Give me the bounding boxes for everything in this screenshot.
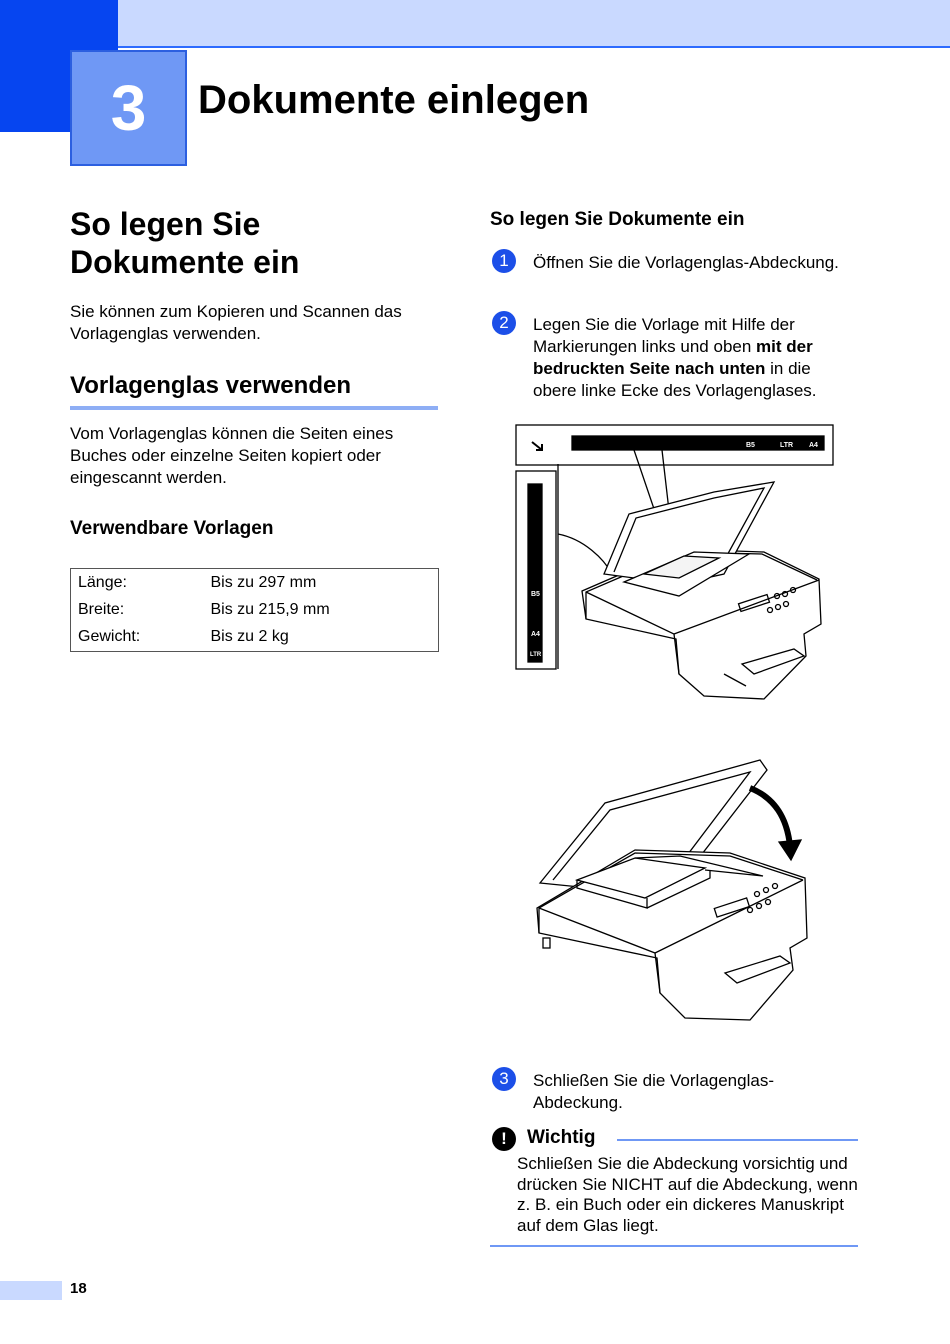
scale-label-a4-top: A4: [809, 442, 818, 449]
warning-icon: !: [492, 1127, 516, 1151]
steps-heading: So legen Sie Dokumente ein: [490, 209, 745, 230]
header-band-light: [118, 0, 950, 48]
important-title: Wichtig: [527, 1127, 596, 1148]
intro-text: Sie können zum Kopieren und Scannen das Vorlagenglas verwenden.: [70, 302, 402, 343]
scale-label-b5-left: B5: [531, 591, 540, 598]
chapter-title: Dokumente einlegen: [198, 78, 590, 122]
scale-label-ltr-top: LTR: [780, 442, 794, 449]
spec-value: Bis zu 297 mm: [210, 573, 317, 591]
step-text-2: [533, 314, 851, 402]
section-heading: Vorlagenglas verwenden: [70, 372, 438, 410]
step-text-2-plain: Legen Sie die Vorlage mit Hilfe der Markierungen links und oben: [533, 315, 795, 356]
scanner-closing-illustration: [535, 758, 810, 1023]
spec-value: Bis zu 2 kg: [210, 628, 289, 645]
scanner-open-illustration: [514, 424, 836, 704]
step-number-1: 1: [492, 249, 516, 273]
spec-value: Bis zu 215,9 mm: [210, 600, 330, 618]
step-number-2: 2: [492, 311, 516, 335]
subsection-heading: Verwendbare Vorlagen: [70, 518, 274, 539]
main-heading: So legen Sie Dokumente ein: [70, 206, 300, 280]
important-rule-top: [617, 1139, 858, 1141]
chapter-number-box: [70, 50, 187, 166]
page-number: 18: [70, 1280, 87, 1297]
step-text-2-bold: mit der bedruckten Seite nach unten: [533, 337, 813, 378]
spec-label: Gewicht:: [78, 628, 141, 645]
step-text-1: Öffnen Sie die Vorlagenglas-Abdeckung.: [533, 253, 839, 272]
chapter-number: 3: [110, 72, 147, 144]
scale-label-ltr-left: LTR: [530, 652, 542, 658]
step-text-3: Schließen Sie die Vorlagenglas-Abdeckung.: [533, 1071, 774, 1112]
important-text: Schließen Sie die Abdeckung vorsichtig und drücken Sie NICHT auf die Abdeckung, wenn z. B. ein Buch oder ein dickeres Manuskript auf dem Glas liegt.: [517, 1154, 858, 1235]
scale-label-b5-top: B5: [746, 442, 755, 449]
spec-label: Breite:: [78, 600, 125, 618]
table-row: [71, 569, 439, 597]
step-number-3: 3: [492, 1067, 516, 1091]
spec-table: [70, 568, 439, 652]
table-row: [71, 596, 439, 624]
spec-label: Länge:: [78, 573, 127, 591]
page-tab: [0, 1281, 62, 1300]
table-row: [71, 624, 439, 652]
important-rule-bottom: [490, 1245, 858, 1247]
step-text-2-end: in die obere linke Ecke des Vorlagenglases.: [533, 359, 817, 400]
scale-label-a4-left: A4: [531, 631, 540, 638]
section-text: Vom Vorlagenglas können die Seiten eines Buches oder einzelne Seiten kopiert oder eingescannt werden.: [70, 424, 394, 487]
